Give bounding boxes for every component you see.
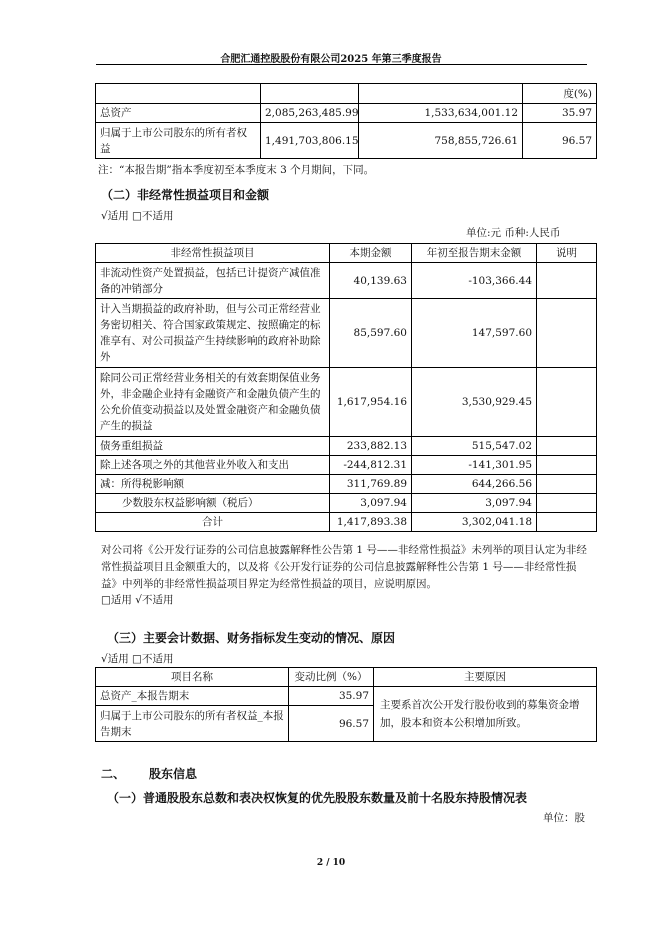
item-cell: 债务重组损益	[96, 437, 330, 456]
current-cell: 1,417,893.38	[330, 513, 412, 532]
section-number-two: 二、	[101, 767, 126, 781]
table-row-total	[96, 513, 597, 532]
note-cell	[537, 494, 597, 513]
ratio-cell: 35.97	[289, 687, 374, 706]
current-cell: 311,769.89	[330, 475, 412, 494]
ytd-cell: 3,302,041.18	[412, 513, 537, 532]
header-cell-empty	[96, 84, 261, 104]
section-title-shareholder-table: （一）普通股股东总数和表决权恢复的优先股股东数量及前十名股东持股情况表	[107, 791, 528, 805]
note-cell	[537, 299, 597, 368]
ytd-cell: -141,301.95	[412, 456, 537, 475]
table-row	[96, 494, 597, 513]
header-cell-empty	[261, 84, 359, 104]
applicable-status: √适用 □不适用	[101, 210, 174, 222]
table-row	[96, 437, 597, 456]
table-row	[96, 123, 597, 159]
header-divider	[96, 64, 587, 65]
current-cell: 3,097.94	[330, 494, 412, 513]
item-cell: 合计	[96, 513, 330, 532]
section-title-changes: （三）主要会计数据、财务指标发生变动的情况、原因	[107, 631, 396, 645]
current-cell: 40,139.63	[330, 263, 412, 299]
row-current: 1,491,703,806.15	[261, 123, 359, 159]
ytd-cell: 147,597.60	[412, 299, 537, 368]
item-cell: 计入当期损益的政府补助，但与公司正常经营业务密切相关、符合国家政策规定、按照确定的标准享有、对公司损益产生持续影响的政府补助除外	[96, 299, 330, 368]
row-change: 35.97	[523, 104, 597, 123]
note-cell	[537, 513, 597, 532]
item-cell: 除同公司正常经营业务相关的有效套期保值业务外，非金融企业持有金融资产和金融负债产生的公允价值变动损益以及处置金融资产和金融负债产生的损益	[96, 368, 330, 437]
table-row	[96, 456, 597, 475]
current-cell: 233,882.13	[330, 437, 412, 456]
item-cell: 少数股东权益影响额（税后）	[96, 494, 330, 513]
nonrecurring-explanation: 对公司将《公开发行证券的公司信息披露解释性公告第 1 号——非经常性损益》未列举的项目认定为非经常性损益项目且金额重大的，以及将《公开发行证券的公司信息披露解释性公告第 1 号——非经常性损益》中列举的非经常性损益项目界定为经常性损益的项目，应说明原因。	[101, 544, 587, 590]
column-header: 项目名称	[96, 668, 289, 687]
item-cell: 减：所得税影响额	[96, 475, 330, 494]
ratio-cell: 96.57	[289, 706, 374, 742]
section-title-shareholders: 股东信息	[149, 767, 198, 781]
row-change: 96.57	[523, 123, 597, 159]
unit-currency: 单位:元 币种:人民币	[466, 227, 561, 239]
row-label: 总资产	[96, 104, 261, 123]
current-cell: -244,812.31	[330, 456, 412, 475]
ytd-cell: -103,366.44	[412, 263, 537, 299]
section-title-nonrecurring: （二）非经常性损益项目和金额	[101, 188, 270, 202]
table-row	[96, 368, 597, 437]
ytd-cell: 3,097.94	[412, 494, 537, 513]
header-cell-empty	[359, 84, 523, 104]
current-cell: 85,597.60	[330, 299, 412, 368]
current-cell: 1,617,954.16	[330, 368, 412, 437]
column-header: 主要原因	[374, 668, 597, 687]
item-cell: 除上述各项之外的其他营业外收入和支出	[96, 456, 330, 475]
reason-cell: 主要系首次公开发行股份收到的募集资金增加，股本和资本公积增加所致。	[374, 687, 597, 742]
column-header: 说明	[537, 244, 597, 263]
changes-table	[95, 667, 597, 742]
column-header: 非经常性损益项目	[96, 244, 330, 263]
column-header: 年初至报告期末金额	[412, 244, 537, 263]
balance-change-table	[95, 83, 597, 159]
note-cell	[537, 456, 597, 475]
header-cell-change: 度(%)	[523, 84, 597, 104]
nonrecurring-table	[95, 243, 597, 532]
changes-applicable-status: √适用 □不适用	[101, 653, 174, 665]
item-cell: 归属于上市公司股东的所有者权益_本报告期末	[96, 706, 289, 742]
explanation-applicable-status: □适用 √不适用	[101, 594, 174, 606]
page-number: 2 / 10	[316, 858, 346, 868]
item-cell: 总资产_本报告期末	[96, 687, 289, 706]
ytd-cell: 515,547.02	[412, 437, 537, 456]
column-header: 变动比例（%）	[289, 668, 374, 687]
row-label: 归属于上市公司股东的所有者权益	[96, 123, 261, 159]
note-cell	[537, 475, 597, 494]
table-row	[96, 104, 597, 123]
ytd-cell: 644,266.56	[412, 475, 537, 494]
item-cell: 非流动性资产处置损益，包括已计提资产减值准备的冲销部分	[96, 263, 330, 299]
document-header-title: 合肥汇通控股股份有限公司2025 年第三季度报告	[220, 54, 442, 65]
row-prior: 1,533,634,001.12	[359, 104, 523, 123]
note-cell	[537, 368, 597, 437]
note-cell	[537, 437, 597, 456]
ytd-cell: 3,530,929.45	[412, 368, 537, 437]
column-header: 本期金额	[330, 244, 412, 263]
report-period-note: 注：“本报告期”指本季度初至本季度末 3 个月期间，下同。	[98, 164, 375, 176]
table-row	[96, 299, 597, 368]
unit-shares: 单位：股	[543, 812, 585, 824]
row-current: 2,085,263,485.99	[261, 104, 359, 123]
table-row	[96, 687, 597, 706]
table-row	[96, 475, 597, 494]
row-prior: 758,855,726.61	[359, 123, 523, 159]
note-cell	[537, 263, 597, 299]
table-row	[96, 263, 597, 299]
